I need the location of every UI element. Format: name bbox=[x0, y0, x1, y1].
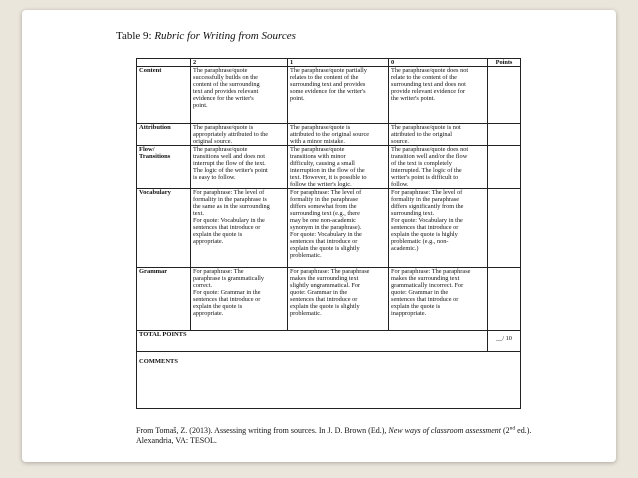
table-title-prefix: Table 9: bbox=[116, 30, 155, 42]
row-label: Grammar bbox=[137, 268, 191, 331]
row-label: Attribution bbox=[137, 124, 191, 146]
cell-score-0: For paraphrase: The paraphrase makes the surrounding text grammatically incorrect. For quote: Grammar in the sentences that introduce or explain the quote is inappropriate. bbox=[389, 268, 488, 331]
cell-score-1: For paraphrase: The level of formality in the paraphrase differs somewhat from the surrounding text (e.g., there may be one non-academic synonym in the paraphrase). For quote: Vocabulary in the sentences that introduce or explain the quote is slightly problematic. bbox=[288, 189, 389, 268]
cell-points bbox=[488, 124, 521, 146]
cell-points bbox=[488, 268, 521, 331]
comments-label: COMMENTS bbox=[137, 352, 521, 409]
table-title-italic: Rubric for Writing from Sources bbox=[154, 30, 296, 42]
row-label: Content bbox=[137, 67, 191, 124]
citation-book-title: New ways of classroom assessment bbox=[388, 426, 501, 435]
cell-score-1: The paraphrase/quote is attributed to the original source with a minor mistake. bbox=[288, 124, 389, 146]
row-flow-transitions bbox=[137, 146, 521, 189]
row-label: Vocabulary bbox=[137, 189, 191, 268]
cell-score-1: The paraphrase/quote partially relates to the content of the surrounding text and provides some evidence for the writer's point. bbox=[288, 67, 389, 124]
cell-score-2: For paraphrase: The paraphrase is grammatically correct. For quote: Grammar in the sentences that introduce or explain the quote is appropriate. bbox=[191, 268, 288, 331]
header-cell-0: 0 bbox=[389, 59, 488, 67]
header-cell-points: Points bbox=[488, 59, 521, 67]
cell-score-2: The paraphrase/quote is appropriately attributed to the original source. bbox=[191, 124, 288, 146]
table-title bbox=[116, 30, 296, 42]
cell-points bbox=[488, 146, 521, 189]
citation-part2: (2 bbox=[500, 426, 510, 435]
total-points-label: TOTAL POINTS bbox=[137, 331, 488, 352]
cell-score-2: The paraphrase/quote successfully builds on the content of the surrounding text and provides relevant evidence for the writer's point. bbox=[191, 67, 288, 124]
header-cell-2: 2 bbox=[191, 59, 288, 67]
row-attribution bbox=[137, 124, 521, 146]
header-cell-empty bbox=[137, 59, 191, 67]
cell-score-1: For paraphrase: The paraphrase makes the surrounding text slightly ungrammatical. For quote: Grammar in the sentences that introduce or explain the quote is slightly problematic. bbox=[288, 268, 389, 331]
total-points-cell bbox=[488, 331, 521, 352]
cell-points bbox=[488, 189, 521, 268]
header-row bbox=[137, 59, 521, 67]
cell-points bbox=[488, 67, 521, 124]
cell-score-1: The paraphrase/quote transitions with minor difficulty, causing a small interruption in the flow of the text. However, it is possible to follow the writer's logic. bbox=[288, 146, 389, 189]
row-vocabulary bbox=[137, 189, 521, 268]
citation-sup: nd bbox=[509, 425, 516, 432]
rubric-table bbox=[136, 58, 521, 409]
citation bbox=[136, 426, 536, 446]
cell-score-0: The paraphrase/quote is not attributed to the original source. bbox=[389, 124, 488, 146]
citation-part1: From Tomaš, Z. (2013). Assessing writing from sources. In J. D. Brown (Ed.), bbox=[136, 426, 389, 435]
cell-score-2: The paraphrase/quote transitions well and does not interrupt the flow of the text. The logic of the writer's point is easy to follow. bbox=[191, 146, 288, 189]
cell-score-2: For paraphrase: The level of formality in the paraphrase is the same as in the surrounding text. For quote: Vocabulary in the sentences that introduce or explain the quote is appropriate. bbox=[191, 189, 288, 268]
row-content bbox=[137, 67, 521, 124]
row-label: Flow/ Transitions bbox=[137, 146, 191, 189]
header-cell-1: 1 bbox=[288, 59, 389, 67]
row-comments bbox=[137, 352, 521, 409]
cell-score-0: The paraphrase/quote does not transition well and/or the flow of the text is completely interrupted. The logic of the writer's point is difficult to follow. bbox=[389, 146, 488, 189]
row-total-points bbox=[137, 331, 521, 352]
total-points-value: __/ 10 bbox=[496, 335, 512, 342]
cell-score-0: For paraphrase: The level of formality in the paraphrase differs significantly from the surrounding text. For quote: Vocabulary in the sentences that introduce or explain the quote is highly problematic (e.g., non- academic.) bbox=[389, 189, 488, 268]
row-grammar bbox=[137, 268, 521, 331]
cell-score-0: The paraphrase/quote does not relate to the content of the surrounding text and does not provide relevant evidence for the writer's point. bbox=[389, 67, 488, 124]
citation-part3: ed.). Alexandria, VA: TESOL. bbox=[136, 426, 532, 445]
